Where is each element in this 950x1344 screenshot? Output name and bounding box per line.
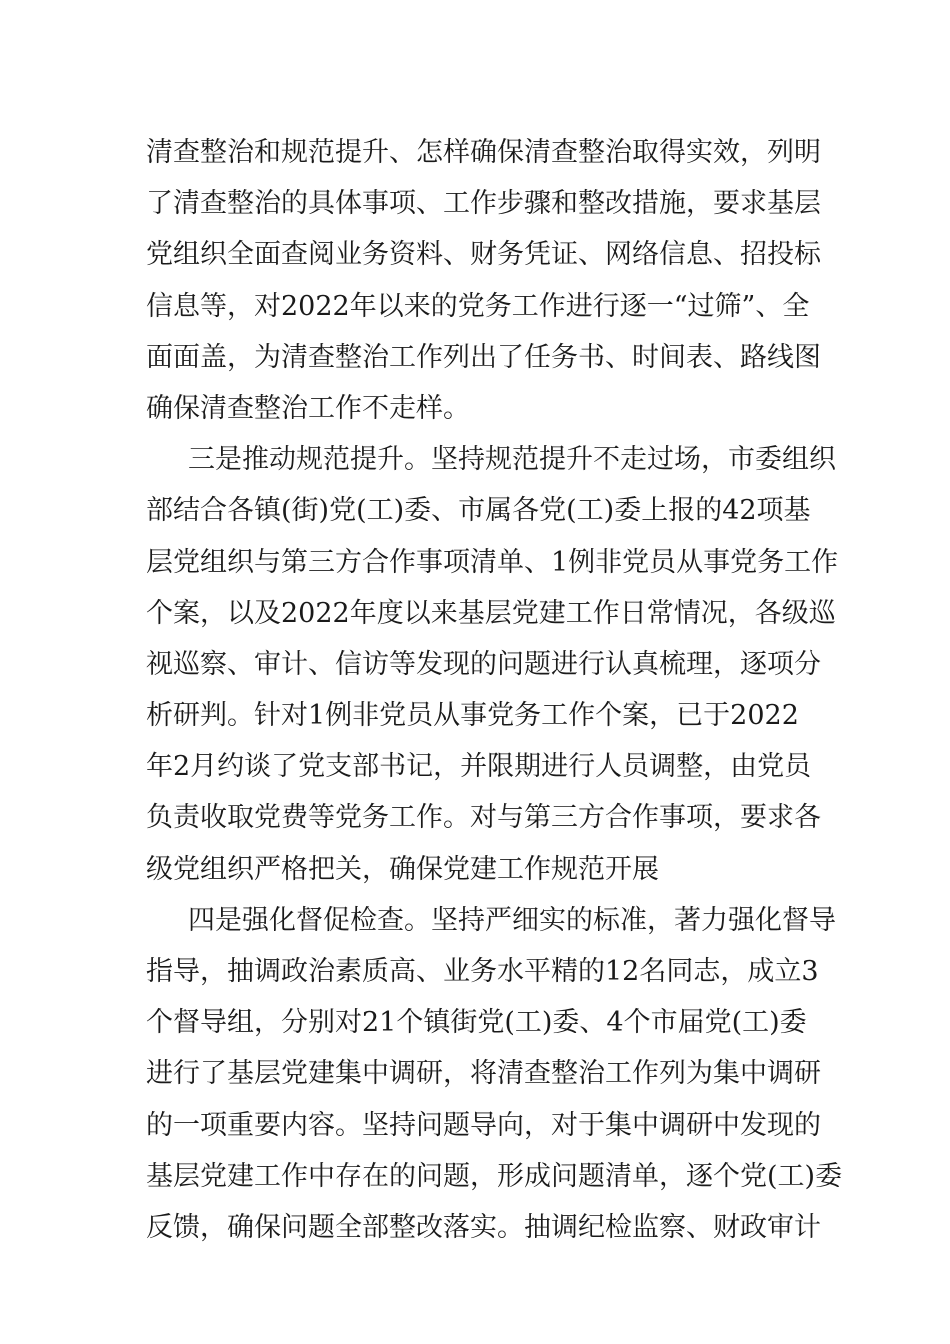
text-line: 清查整治和规范提升、怎样确保清查整治取得实效，列明	[146, 137, 821, 168]
text-line: 基层党建工作中存在的问题，形成问题清单，逐个党(工)委	[146, 1160, 843, 1192]
text-line: 面面盖，为清查整治工作列出了任务书、时间表、路线图	[146, 341, 821, 373]
text-line: 了清查整治的具体事项、工作步骤和整改措施，要求基层	[146, 188, 821, 220]
text-line: 层党组织与第三方合作事项清单、1例非党员从事党务工作	[146, 546, 839, 578]
text-line: 负责收取党费等党务工作。对与第三方合作事项，要求各	[146, 802, 821, 834]
text-line: 个案，以及2022年度以来基层党建工作日常情况，各级巡	[146, 597, 836, 629]
text-line: 信息等，对2022年以来的党务工作进行逐一“过筛”、全	[146, 290, 810, 322]
text-line: 党组织全面查阅业务资料、财务凭证、网络信息、招投标	[146, 239, 821, 271]
text-line: 确保清查整治工作不走样。	[146, 392, 470, 424]
text-line: 个督导组，分别对21个镇街党(工)委、4个市届党(工)委	[146, 1007, 807, 1039]
text-line: 年2月约谈了党支部书记，并限期进行人员调整，由党员	[146, 751, 812, 783]
text-line: 的一项重要内容。坚持问题导向，对于集中调研中发现的	[146, 1109, 821, 1141]
text-line: 指导，抽调政治素质高、业务水平精的12名同志，成立3	[146, 956, 819, 987]
text-line: 部结合各镇(街)党(工)委、市属各党(工)委上报的42项基	[146, 495, 811, 527]
paragraph-start-line: 四是强化督促检查。坚持严细实的标准，著力强化督导	[188, 904, 836, 936]
text-line: 级党组织严格把关，确保党建工作规范开展	[146, 853, 659, 885]
body-text	[146, 127, 843, 1253]
text-line: 视巡察、审计、信访等发现的问题进行认真梳理，逐项分	[146, 648, 821, 680]
text-line: 进行了基层党建集中调研，将清查整治工作列为集中调研	[146, 1058, 821, 1090]
paragraph-start-line: 三是推动规范提升。坚持规范提升不走过场，市委组织	[188, 444, 836, 476]
text-line: 析研判。针对1例非党员从事党务工作个案，已于2022	[146, 700, 799, 732]
text-line: 反馈，确保问题全部整改落实。抽调纪检监察、财政审计	[146, 1211, 821, 1243]
